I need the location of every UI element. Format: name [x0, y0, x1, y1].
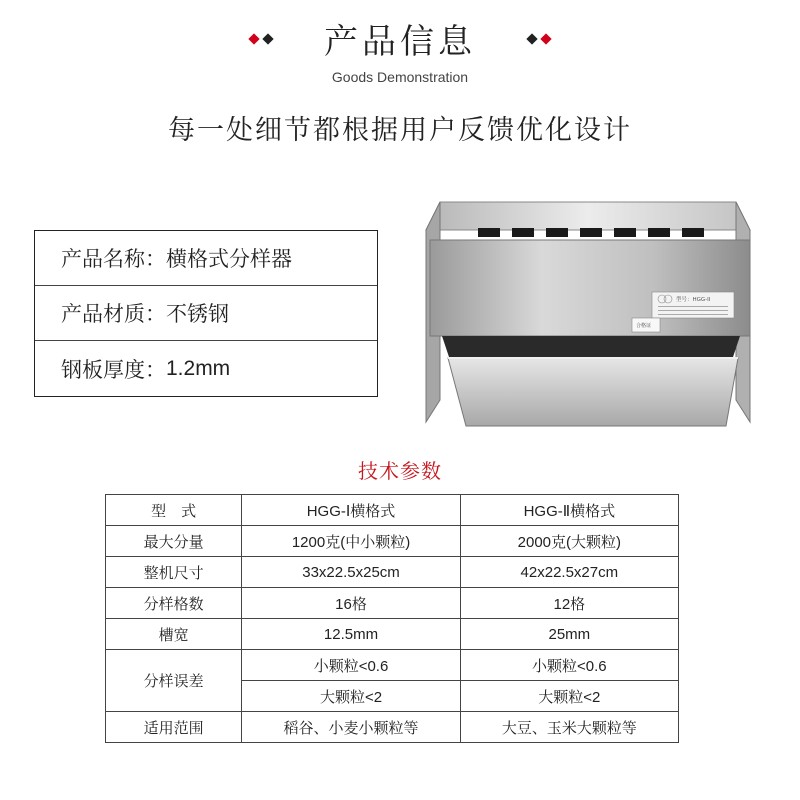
- spec-value: 1.2mm: [166, 356, 231, 380]
- table-cell: 大豆、玉米大颗粒等: [460, 712, 678, 743]
- table-header-cell: HGG-Ⅰ横格式: [242, 495, 460, 526]
- table-row: [106, 557, 679, 588]
- certificate-tag: 合格证: [636, 323, 652, 329]
- table-cell: 42x22.5x27cm: [460, 557, 678, 588]
- table-cell: 小颗粒<0.6: [460, 650, 678, 681]
- red-diamond-icon: [540, 33, 551, 44]
- black-diamond-icon: [526, 33, 537, 44]
- table-cell: 12格: [460, 588, 678, 619]
- spec-row-material: [35, 286, 377, 341]
- red-diamond-icon: [248, 33, 259, 44]
- tech-title: 技术参数: [358, 459, 442, 483]
- table-row: [106, 588, 679, 619]
- param-table: [105, 494, 679, 743]
- table-row: [106, 712, 679, 743]
- plate-model: 型号：HGG-II: [676, 297, 711, 303]
- spec-row-name: [35, 231, 377, 286]
- spec-box: [34, 230, 378, 397]
- left-diamonds: [250, 35, 272, 43]
- table-header-cell: HGG-Ⅱ横格式: [460, 495, 678, 526]
- page-header: [0, 14, 800, 85]
- page-subtitle: Goods Demonstration: [331, 69, 469, 85]
- table-cell: 稻谷、小麦小颗粒等: [242, 712, 460, 743]
- spec-label: 产品名称：: [61, 247, 166, 271]
- table-cell: 最大分量: [106, 526, 242, 557]
- table-cell: 12.5mm: [242, 619, 460, 650]
- table-cell: 1200克(中小颗粒): [242, 526, 460, 557]
- tagline: 每一处细节都根据用户反馈优化设计: [168, 115, 632, 146]
- table-cell: 整机尺寸: [106, 557, 242, 588]
- table-row: [106, 619, 679, 650]
- spec-label: 钢板厚度：: [61, 357, 166, 382]
- table-header-row: [106, 495, 679, 526]
- page-title: 产品信息: [324, 22, 476, 62]
- spec-value: 横格式分样器: [166, 248, 292, 271]
- table-row: [106, 526, 679, 557]
- table-cell: 槽宽: [106, 619, 242, 650]
- table-cell: 适用范围: [106, 712, 242, 743]
- table-cell: 25mm: [460, 619, 678, 650]
- spec-label: 产品材质：: [61, 302, 166, 326]
- title-row: [0, 14, 800, 63]
- spec-value: 不锈钢: [166, 303, 229, 326]
- right-diamonds: [528, 35, 550, 43]
- table-cell: 分样格数: [106, 588, 242, 619]
- table-cell: 16格: [242, 588, 460, 619]
- table-cell: 大颗粒<2: [460, 681, 678, 712]
- table-cell: 大颗粒<2: [242, 681, 460, 712]
- table-cell: 33x22.5x25cm: [242, 557, 460, 588]
- table-cell: 分样误差: [106, 650, 242, 712]
- table-row: [106, 650, 679, 681]
- table-cell: 2000克(大颗粒): [460, 526, 678, 557]
- table-header-cell: 型 式: [106, 495, 242, 526]
- black-diamond-icon: [262, 33, 273, 44]
- table-cell: 小颗粒<0.6: [242, 650, 460, 681]
- product-image: [400, 190, 790, 435]
- spec-row-thickness: [35, 341, 377, 396]
